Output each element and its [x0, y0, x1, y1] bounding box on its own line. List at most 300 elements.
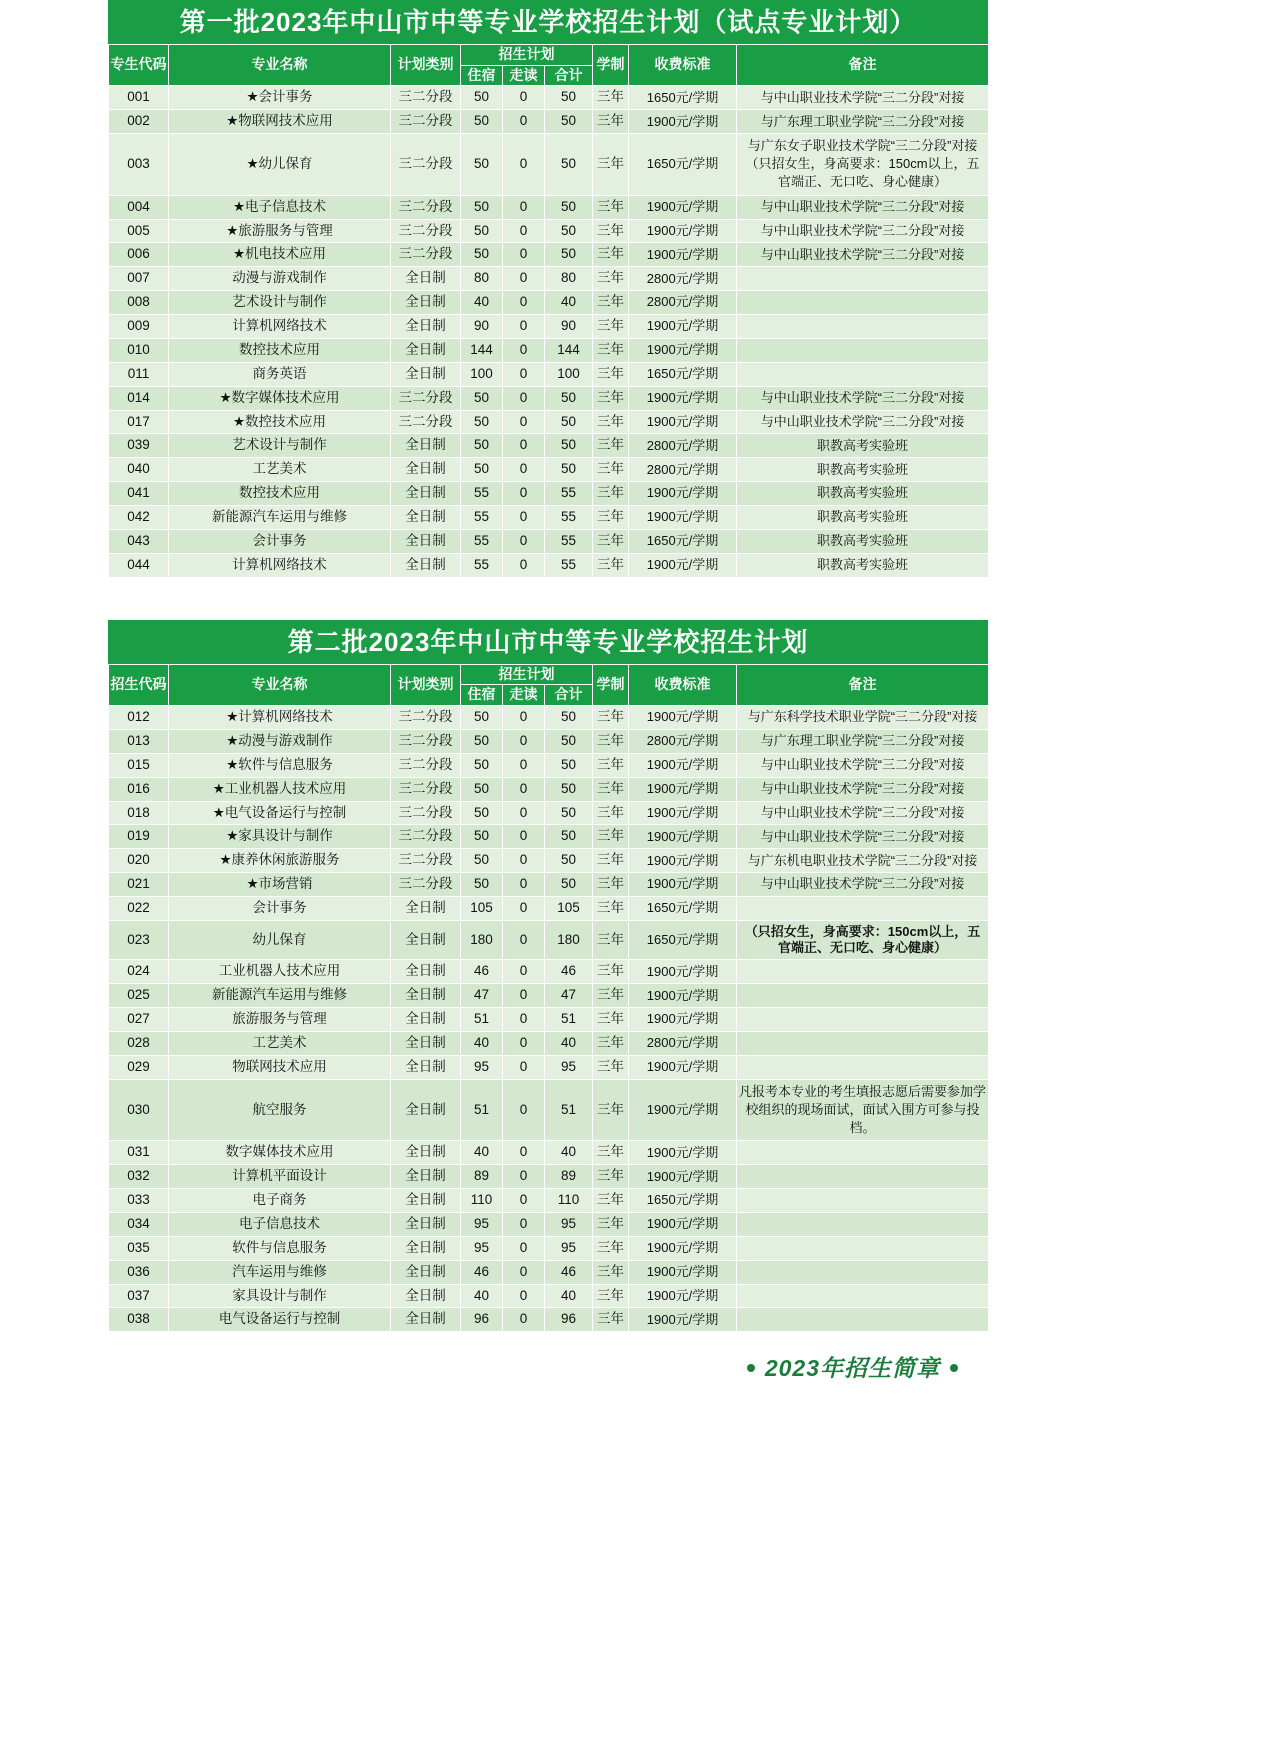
cell-fee: 1650元/学期 — [629, 362, 737, 386]
cell-major: ★电子信息技术 — [169, 195, 391, 219]
table-row — [109, 873, 989, 897]
cell-years: 三年 — [593, 1189, 629, 1213]
cell-code: 019 — [109, 825, 169, 849]
cell-day: 0 — [503, 777, 545, 801]
cell-years: 三年 — [593, 338, 629, 362]
cell-fee: 1900元/学期 — [629, 1165, 737, 1189]
cell-remark: （只招女生，身高要求：150cm以上，五官端正、无口吃、身心健康） — [737, 920, 989, 960]
cell-total: 55 — [545, 553, 593, 577]
table-row — [109, 434, 989, 458]
col-header-years: 学制 — [593, 664, 629, 705]
cell-major: 艺术设计与制作 — [169, 434, 391, 458]
table-row — [109, 86, 989, 110]
cell-boarding: 50 — [461, 86, 503, 110]
cell-major: 软件与信息服务 — [169, 1236, 391, 1260]
cell-total: 50 — [545, 86, 593, 110]
cell-fee: 1900元/学期 — [629, 873, 737, 897]
cell-fee: 2800元/学期 — [629, 1032, 737, 1056]
cell-boarding: 95 — [461, 1055, 503, 1079]
cell-remark: 与中山职业技术学院“三二分段”对接 — [737, 801, 989, 825]
cell-major: ★物联网技术应用 — [169, 110, 391, 134]
cell-remark — [737, 1284, 989, 1308]
cell-fee: 1900元/学期 — [629, 410, 737, 434]
cell-day: 0 — [503, 529, 545, 553]
cell-boarding: 50 — [461, 801, 503, 825]
cell-fee: 1900元/学期 — [629, 706, 737, 730]
bullet-dot-right-icon — [950, 1364, 958, 1372]
col-header-day: 走读 — [503, 685, 545, 706]
cell-fee: 1900元/学期 — [629, 195, 737, 219]
cell-total: 105 — [545, 897, 593, 921]
cell-major: ★工业机器人技术应用 — [169, 777, 391, 801]
cell-fee: 1900元/学期 — [629, 219, 737, 243]
cell-total: 50 — [545, 134, 593, 196]
cell-major: 商务英语 — [169, 362, 391, 386]
table-row — [109, 729, 989, 753]
cell-plan-type: 全日制 — [391, 291, 461, 315]
cell-major: 航空服务 — [169, 1079, 391, 1141]
cell-boarding: 55 — [461, 506, 503, 530]
cell-years: 三年 — [593, 267, 629, 291]
cell-day: 0 — [503, 386, 545, 410]
cell-day: 0 — [503, 849, 545, 873]
cell-fee: 1650元/学期 — [629, 920, 737, 960]
col-header-enroll-group: 招生计划 — [461, 664, 593, 685]
cell-code: 012 — [109, 706, 169, 730]
cell-plan-type: 全日制 — [391, 1212, 461, 1236]
cell-remark — [737, 1308, 989, 1332]
table-row — [109, 315, 989, 339]
cell-plan-type: 全日制 — [391, 1260, 461, 1284]
cell-total: 40 — [545, 1141, 593, 1165]
cell-major: ★幼儿保育 — [169, 134, 391, 196]
table-block-2 — [108, 620, 988, 1333]
cell-years: 三年 — [593, 553, 629, 577]
cell-major: 计算机平面设计 — [169, 1165, 391, 1189]
cell-years: 三年 — [593, 1284, 629, 1308]
cell-day: 0 — [503, 873, 545, 897]
cell-total: 46 — [545, 1260, 593, 1284]
table-row — [109, 1079, 989, 1141]
cell-code: 036 — [109, 1260, 169, 1284]
cell-day: 0 — [503, 1212, 545, 1236]
cell-years: 三年 — [593, 482, 629, 506]
cell-code: 005 — [109, 219, 169, 243]
col-header-major: 专业名称 — [169, 45, 391, 86]
admission-plan-table-1 — [108, 44, 989, 578]
cell-remark — [737, 315, 989, 339]
cell-years: 三年 — [593, 291, 629, 315]
cell-fee: 1900元/学期 — [629, 1141, 737, 1165]
cell-day: 0 — [503, 506, 545, 530]
cell-fee: 1900元/学期 — [629, 482, 737, 506]
table-row — [109, 984, 989, 1008]
cell-remark: 与中山职业技术学院“三二分段”对接 — [737, 195, 989, 219]
table-row — [109, 267, 989, 291]
col-header-code: 专生代码 — [109, 45, 169, 86]
table-row — [109, 849, 989, 873]
cell-code: 011 — [109, 362, 169, 386]
cell-total: 90 — [545, 315, 593, 339]
cell-remark — [737, 1236, 989, 1260]
cell-major: ★数字媒体技术应用 — [169, 386, 391, 410]
table-row — [109, 1212, 989, 1236]
cell-day: 0 — [503, 1032, 545, 1056]
table-row — [109, 195, 989, 219]
cell-remark: 与中山职业技术学院“三二分段”对接 — [737, 777, 989, 801]
cell-plan-type: 三二分段 — [391, 219, 461, 243]
table-row — [109, 529, 989, 553]
cell-total: 50 — [545, 195, 593, 219]
cell-boarding: 46 — [461, 1260, 503, 1284]
cell-major: ★市场营销 — [169, 873, 391, 897]
cell-code: 018 — [109, 801, 169, 825]
cell-plan-type: 全日制 — [391, 553, 461, 577]
col-header-day: 走读 — [503, 65, 545, 86]
table-row — [109, 920, 989, 960]
cell-day: 0 — [503, 315, 545, 339]
cell-day: 0 — [503, 291, 545, 315]
cell-major: ★旅游服务与管理 — [169, 219, 391, 243]
cell-years: 三年 — [593, 458, 629, 482]
cell-fee: 1900元/学期 — [629, 1055, 737, 1079]
cell-day: 0 — [503, 338, 545, 362]
table-row — [109, 553, 989, 577]
cell-years: 三年 — [593, 1165, 629, 1189]
cell-years: 三年 — [593, 1032, 629, 1056]
page-footer — [108, 1332, 988, 1383]
cell-code: 004 — [109, 195, 169, 219]
cell-day: 0 — [503, 920, 545, 960]
table-1-title: 第一批2023年中山市中等专业学校招生计划（试点专业计划） — [108, 0, 988, 44]
cell-fee: 1900元/学期 — [629, 553, 737, 577]
table-row — [109, 134, 989, 196]
table-row — [109, 825, 989, 849]
table-block-1 — [108, 0, 988, 578]
cell-day: 0 — [503, 553, 545, 577]
cell-fee: 1900元/学期 — [629, 506, 737, 530]
cell-years: 三年 — [593, 960, 629, 984]
cell-plan-type: 全日制 — [391, 434, 461, 458]
cell-total: 50 — [545, 849, 593, 873]
cell-code: 037 — [109, 1284, 169, 1308]
cell-years: 三年 — [593, 386, 629, 410]
cell-years: 三年 — [593, 825, 629, 849]
cell-fee: 1900元/学期 — [629, 1308, 737, 1332]
cell-day: 0 — [503, 434, 545, 458]
cell-boarding: 110 — [461, 1189, 503, 1213]
cell-boarding: 51 — [461, 1008, 503, 1032]
cell-fee: 1900元/学期 — [629, 386, 737, 410]
cell-day: 0 — [503, 134, 545, 196]
cell-total: 50 — [545, 706, 593, 730]
cell-day: 0 — [503, 86, 545, 110]
cell-total: 50 — [545, 243, 593, 267]
cell-remark: 职教高考实验班 — [737, 553, 989, 577]
cell-total: 96 — [545, 1308, 593, 1332]
cell-boarding: 55 — [461, 482, 503, 506]
cell-code: 023 — [109, 920, 169, 960]
cell-plan-type: 全日制 — [391, 1055, 461, 1079]
col-header-years: 学制 — [593, 45, 629, 86]
cell-day: 0 — [503, 706, 545, 730]
cell-remark — [737, 338, 989, 362]
table-row — [109, 1165, 989, 1189]
cell-total: 50 — [545, 753, 593, 777]
cell-major: 数字媒体技术应用 — [169, 1141, 391, 1165]
cell-plan-type: 全日制 — [391, 529, 461, 553]
cell-plan-type: 三二分段 — [391, 243, 461, 267]
cell-plan-type: 全日制 — [391, 506, 461, 530]
cell-remark — [737, 1055, 989, 1079]
cell-major: ★机电技术应用 — [169, 243, 391, 267]
cell-boarding: 40 — [461, 1141, 503, 1165]
cell-years: 三年 — [593, 1055, 629, 1079]
cell-plan-type: 三二分段 — [391, 195, 461, 219]
cell-code: 003 — [109, 134, 169, 196]
cell-code: 015 — [109, 753, 169, 777]
cell-day: 0 — [503, 458, 545, 482]
cell-code: 029 — [109, 1055, 169, 1079]
cell-years: 三年 — [593, 1308, 629, 1332]
cell-remark: 职教高考实验班 — [737, 482, 989, 506]
cell-day: 0 — [503, 267, 545, 291]
cell-major: 会计事务 — [169, 897, 391, 921]
cell-plan-type: 三二分段 — [391, 777, 461, 801]
cell-code: 034 — [109, 1212, 169, 1236]
cell-years: 三年 — [593, 195, 629, 219]
cell-years: 三年 — [593, 529, 629, 553]
cell-fee: 1650元/学期 — [629, 86, 737, 110]
cell-code: 013 — [109, 729, 169, 753]
cell-fee: 1900元/学期 — [629, 984, 737, 1008]
cell-remark: 与中山职业技术学院“三二分段”对接 — [737, 386, 989, 410]
cell-plan-type: 三二分段 — [391, 849, 461, 873]
table-row — [109, 1008, 989, 1032]
cell-fee: 2800元/学期 — [629, 729, 737, 753]
cell-years: 三年 — [593, 410, 629, 434]
cell-day: 0 — [503, 1055, 545, 1079]
cell-day: 0 — [503, 825, 545, 849]
cell-day: 0 — [503, 1165, 545, 1189]
table-row — [109, 410, 989, 434]
cell-major: 幼儿保育 — [169, 920, 391, 960]
cell-major: ★会计事务 — [169, 86, 391, 110]
cell-remark — [737, 897, 989, 921]
cell-plan-type: 全日制 — [391, 362, 461, 386]
cell-remark — [737, 267, 989, 291]
table-row — [109, 1236, 989, 1260]
cell-fee: 1900元/学期 — [629, 110, 737, 134]
table-row — [109, 1284, 989, 1308]
cell-total: 50 — [545, 873, 593, 897]
cell-remark: 职教高考实验班 — [737, 458, 989, 482]
col-header-code: 招生代码 — [109, 664, 169, 705]
cell-boarding: 180 — [461, 920, 503, 960]
table-row — [109, 753, 989, 777]
cell-remark: 与广东科学技术职业学院“三二分段”对接 — [737, 706, 989, 730]
cell-plan-type: 全日制 — [391, 1284, 461, 1308]
cell-code: 028 — [109, 1032, 169, 1056]
col-header-total: 合计 — [545, 685, 593, 706]
cell-remark: 职教高考实验班 — [737, 529, 989, 553]
cell-code: 002 — [109, 110, 169, 134]
table-row — [109, 482, 989, 506]
cell-major: 电气设备运行与控制 — [169, 1308, 391, 1332]
cell-total: 47 — [545, 984, 593, 1008]
cell-remark — [737, 1008, 989, 1032]
cell-code: 038 — [109, 1308, 169, 1332]
table-row — [109, 1260, 989, 1284]
cell-code: 007 — [109, 267, 169, 291]
cell-day: 0 — [503, 195, 545, 219]
table-row — [109, 243, 989, 267]
cell-plan-type: 全日制 — [391, 338, 461, 362]
cell-fee: 1650元/学期 — [629, 897, 737, 921]
cell-fee: 2800元/学期 — [629, 458, 737, 482]
cell-total: 55 — [545, 529, 593, 553]
cell-major: 家具设计与制作 — [169, 1284, 391, 1308]
table-1-header-row-1 — [109, 45, 989, 66]
col-header-major: 专业名称 — [169, 664, 391, 705]
cell-years: 三年 — [593, 219, 629, 243]
cell-day: 0 — [503, 801, 545, 825]
cell-boarding: 95 — [461, 1212, 503, 1236]
cell-years: 三年 — [593, 86, 629, 110]
cell-day: 0 — [503, 984, 545, 1008]
table-row — [109, 1141, 989, 1165]
cell-boarding: 50 — [461, 729, 503, 753]
cell-code: 044 — [109, 553, 169, 577]
cell-total: 50 — [545, 386, 593, 410]
cell-total: 110 — [545, 1189, 593, 1213]
cell-remark: 与广东女子职业技术学院“三二分段”对接（只招女生，身高要求：150cm以上，五官端正、无口吃、身心健康） — [737, 134, 989, 196]
table-row — [109, 458, 989, 482]
cell-remark — [737, 984, 989, 1008]
cell-major: 电子商务 — [169, 1189, 391, 1213]
cell-total: 40 — [545, 291, 593, 315]
cell-boarding: 50 — [461, 434, 503, 458]
cell-years: 三年 — [593, 506, 629, 530]
cell-years: 三年 — [593, 753, 629, 777]
cell-major: 旅游服务与管理 — [169, 1008, 391, 1032]
cell-total: 40 — [545, 1032, 593, 1056]
cell-fee: 1900元/学期 — [629, 1079, 737, 1141]
cell-plan-type: 三二分段 — [391, 801, 461, 825]
cell-boarding: 50 — [461, 243, 503, 267]
section-gap — [108, 578, 988, 620]
cell-day: 0 — [503, 897, 545, 921]
cell-plan-type: 全日制 — [391, 458, 461, 482]
cell-years: 三年 — [593, 434, 629, 458]
cell-day: 0 — [503, 1008, 545, 1032]
cell-remark — [737, 1032, 989, 1056]
cell-years: 三年 — [593, 873, 629, 897]
cell-years: 三年 — [593, 706, 629, 730]
cell-plan-type: 三二分段 — [391, 729, 461, 753]
cell-years: 三年 — [593, 110, 629, 134]
cell-boarding: 50 — [461, 134, 503, 196]
cell-code: 039 — [109, 434, 169, 458]
cell-boarding: 50 — [461, 849, 503, 873]
cell-major: 数控技术应用 — [169, 482, 391, 506]
cell-total: 55 — [545, 482, 593, 506]
cell-plan-type: 全日制 — [391, 960, 461, 984]
cell-remark: 与中山职业技术学院“三二分段”对接 — [737, 86, 989, 110]
cell-plan-type: 全日制 — [391, 1079, 461, 1141]
table-2-header-row-1 — [109, 664, 989, 685]
cell-total: 46 — [545, 960, 593, 984]
cell-boarding: 95 — [461, 1236, 503, 1260]
cell-total: 55 — [545, 506, 593, 530]
cell-remark: 与中山职业技术学院“三二分段”对接 — [737, 825, 989, 849]
col-header-enroll-group: 招生计划 — [461, 45, 593, 66]
cell-fee: 2800元/学期 — [629, 434, 737, 458]
cell-total: 100 — [545, 362, 593, 386]
cell-total: 95 — [545, 1055, 593, 1079]
cell-code: 020 — [109, 849, 169, 873]
cell-total: 50 — [545, 410, 593, 434]
cell-total: 40 — [545, 1284, 593, 1308]
col-header-plan-type: 计划类别 — [391, 664, 461, 705]
cell-plan-type: 全日制 — [391, 897, 461, 921]
cell-total: 50 — [545, 777, 593, 801]
cell-total: 50 — [545, 219, 593, 243]
cell-fee: 1900元/学期 — [629, 777, 737, 801]
cell-day: 0 — [503, 362, 545, 386]
cell-plan-type: 全日制 — [391, 1165, 461, 1189]
bullet-dot-left-icon — [747, 1364, 755, 1372]
cell-boarding: 51 — [461, 1079, 503, 1141]
cell-years: 三年 — [593, 729, 629, 753]
cell-code: 042 — [109, 506, 169, 530]
cell-day: 0 — [503, 1260, 545, 1284]
table-row — [109, 1055, 989, 1079]
cell-code: 017 — [109, 410, 169, 434]
footer-text: 2023年招生简章 — [764, 1355, 940, 1382]
cell-plan-type: 三二分段 — [391, 753, 461, 777]
cell-years: 三年 — [593, 243, 629, 267]
cell-remark: 与中山职业技术学院“三二分段”对接 — [737, 219, 989, 243]
cell-years: 三年 — [593, 920, 629, 960]
cell-remark: 与广东理工职业学院“三二分段”对接 — [737, 110, 989, 134]
cell-day: 0 — [503, 219, 545, 243]
cell-total: 50 — [545, 825, 593, 849]
col-header-fee: 收费标准 — [629, 45, 737, 86]
cell-fee: 1650元/学期 — [629, 1189, 737, 1213]
document-page — [108, 0, 988, 1751]
footer-banner — [737, 1350, 988, 1383]
cell-fee: 1900元/学期 — [629, 801, 737, 825]
cell-remark: 与广东机电职业技术学院“三二分段”对接 — [737, 849, 989, 873]
cell-code: 016 — [109, 777, 169, 801]
cell-remark: 与中山职业技术学院“三二分段”对接 — [737, 410, 989, 434]
cell-total: 50 — [545, 434, 593, 458]
cell-boarding: 50 — [461, 386, 503, 410]
cell-major: 汽车运用与维修 — [169, 1260, 391, 1284]
cell-code: 030 — [109, 1079, 169, 1141]
cell-day: 0 — [503, 1236, 545, 1260]
table-row — [109, 777, 989, 801]
cell-fee: 1900元/学期 — [629, 1260, 737, 1284]
cell-fee: 1900元/学期 — [629, 825, 737, 849]
cell-day: 0 — [503, 482, 545, 506]
cell-plan-type: 全日制 — [391, 315, 461, 339]
cell-code: 008 — [109, 291, 169, 315]
cell-fee: 1900元/学期 — [629, 243, 737, 267]
table-2-body — [109, 706, 989, 1332]
cell-boarding: 40 — [461, 1284, 503, 1308]
